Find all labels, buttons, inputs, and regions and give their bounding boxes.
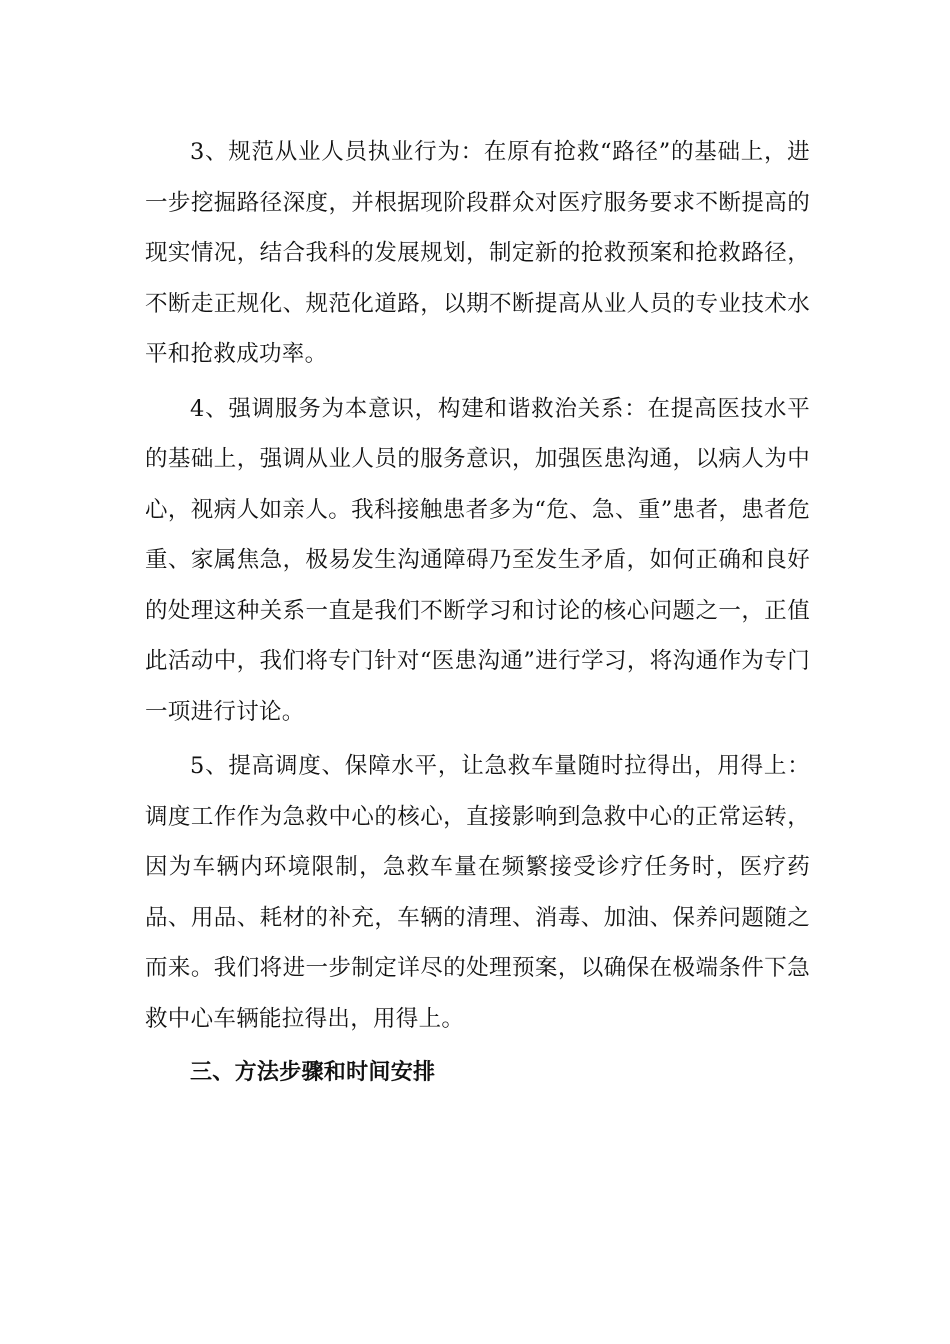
paragraph-item-4: 4、强调服务为本意识，构建和谐救治关系：在提高医技水平的基础上，强调从业人员的服务意识，加强医患沟通，以病人为中心，视病人如亲人。我科接触患者多为“危、急、重”患者，患者危重、家属焦急，极易发生沟通障碍乃至发生矛盾，如何正确和良好的处理这种关系一直是我们不断学习和讨论的核心问题之一，正值此活动中，我们将专门针对“医患沟通”进行学习，将沟通作为专门一项进行讨论。 [145,395,810,725]
paragraph-item-5: 5、提高调度、保障水平，让急救车量随时拉得出，用得上：调度工作作为急救中心的核心，直接影响到急救中心的正常运转，因为车辆内环境限制，急救车量在频繁接受诊疗任务时，医疗药品、用品、耗材的补充，车辆的清理、消毒、加油、保养问题随之而来。我们将进一步制定详尽的处理预案，以确保在极端条件下急救中心车辆能拉得出，用得上。 [145,753,810,1032]
section-heading: 三、方法步骤和时间安排 [190,1060,436,1085]
document-body [145,127,810,1098]
paragraph-item-3: 3、规范从业人员执业行为：在原有抢救“路径”的基础上，进一步挖掘路径深度，并根据现阶段群众对医疗服务要求不断提高的现实情况，结合我科的发展规划，制定新的抢救预案和抢救路径，不断走正规化、规范化道路，以期不断提高从业人员的专业技术水平和抢救成功率。 [145,139,810,367]
